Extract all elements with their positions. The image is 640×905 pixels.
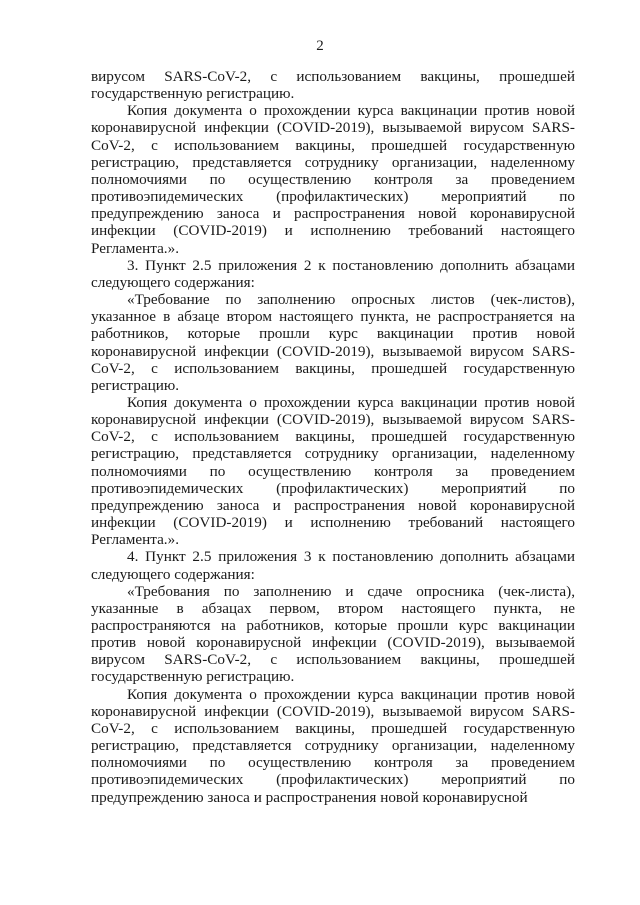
paragraph-2: Копия документа о прохождении курса вакцинации против новой коронавирусной инфекции (COVID-2019), вызываемой вирусом SARS-CoV-2, с использованием вакцины, прошедшей государственную регистрацию, представляется сотруднику организации, наделенному полномочиями по осуществлению контроля за проведением противоэпидемических (профилактических) мероприятий по предупреждению заноса и распространения новой коронавирусной инфекции (COVID-2019) и исполнению требований настоящего Регламента.». — [91, 102, 575, 257]
paragraph-5: Копия документа о прохождении курса вакцинации против новой коронавирусной инфекции (COVID-2019), вызываемой вирусом SARS-CoV-2, с использованием вакцины, прошедшей государственную регистрацию, представляется сотруднику организации, наделенному полномочиями по осуществлению контроля за проведением противоэпидемических (профилактических) мероприятий по предупреждению заноса и распространения новой коронавирусной инфекции (COVID-2019) и исполнению требований настоящего Регламента.». — [91, 393, 575, 549]
paragraph-7: «Требования по заполнению и сдаче опросника (чек-листа), указанные в абзацах первом, втором настоящего пункта, не распространяются на работников, которые прошли курс вакцинации против новой коронавирусной инфекции (COVID-2019), вызываемой вирусом SARS-CoV-2, с использованием вакцины, прошедшей государственную регистрацию. — [91, 582, 575, 686]
paragraph-8: Копия документа о прохождении курса вакцинации против новой коронавирусной инфекции (COVID-2019), вызываемой вирусом SARS-CoV-2, с использованием вакцины, прошедшей государственную регистрацию, представляется сотруднику организации, наделенному полномочиями по осуществлению контроля за проведением противоэпидемических (профилактических) мероприятий по предупреждению заноса и распространения новой коронавирусной — [91, 685, 575, 806]
paragraph-3: 3. Пункт 2.5 приложения 2 к постановлению дополнить абзацами следующего содержания: — [91, 256, 575, 291]
paragraph-4: «Требование по заполнению опросных листов (чек-листов), указанное в абзаце втором настоящего пункта, не распространяется на работников, которые прошли курс вакцинации против новой коронавирусной инфекции (COVID-2019), вызываемой вирусом SARS-CoV-2, с использованием вакцины, прошедшей государственную регистрацию. — [91, 291, 575, 394]
page-number: 2 — [316, 38, 324, 54]
paragraph-1: вирусом SARS-CoV-2, с использованием вакцины, прошедшей государственную регистрацию. — [91, 68, 575, 103]
paragraph-6: 4. Пункт 2.5 приложения 3 к постановлению дополнить абзацами следующего содержания: — [91, 548, 575, 583]
document-body — [91, 68, 575, 806]
